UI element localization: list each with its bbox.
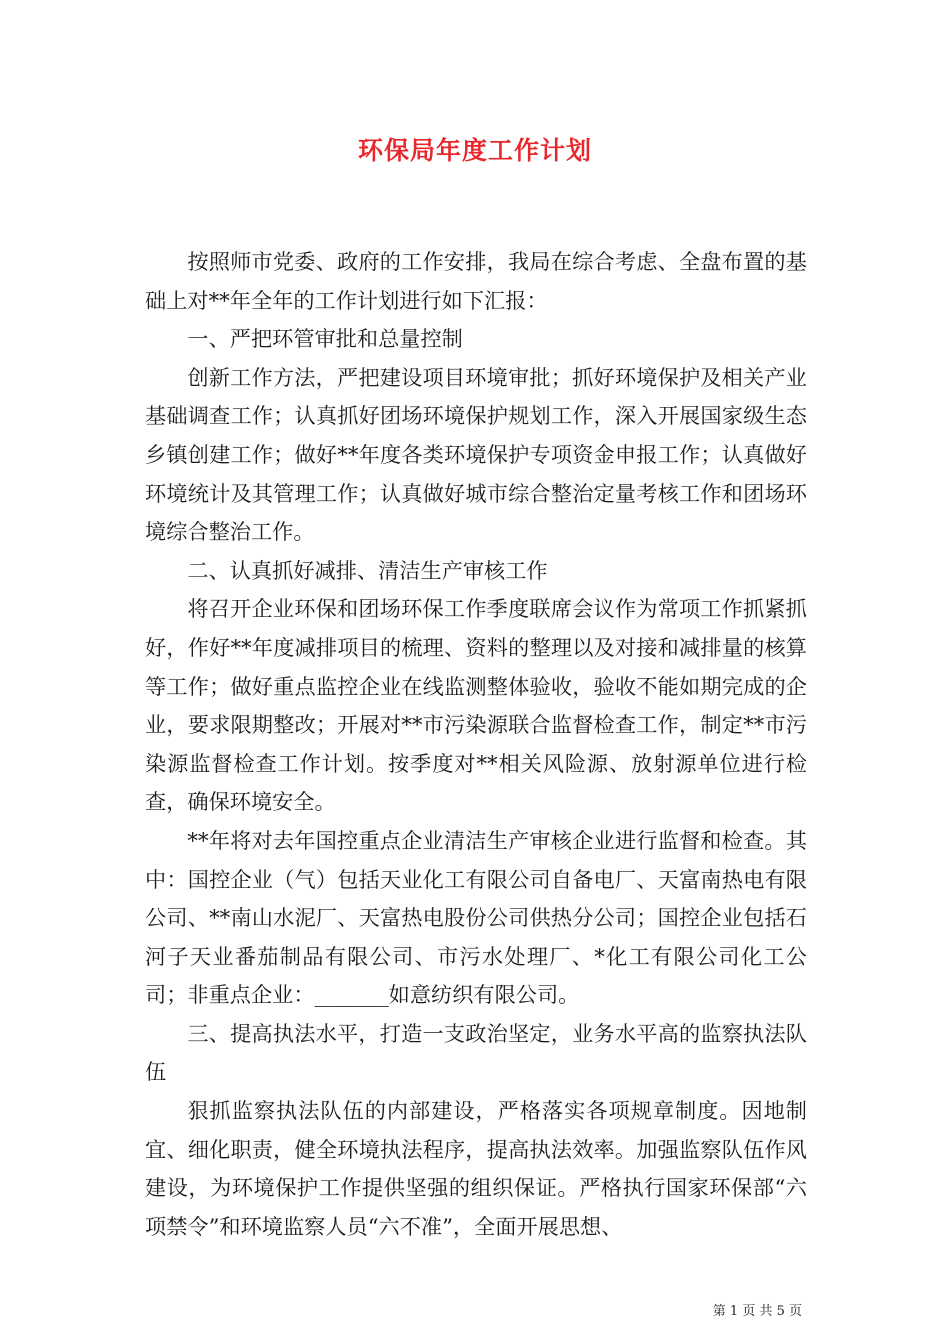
page-number-footer: 第 1 页 共 5 页 bbox=[712, 1304, 802, 1319]
section-heading-3: 三、提高执法水平，打造一支政治坚定，业务水平高的监察执法队伍 bbox=[145, 1020, 807, 1085]
section-heading-2: 二、认真抓好减排、清洁生产审核工作 bbox=[187, 557, 548, 583]
paragraph-section-3: 狠抓监察执法队伍的内部建设，严格落实各项规章制度。因地制宜、细化职责，健全环境执法程序，提高执法效率。加强监察队伍作风建设，为环境保护工作提供坚强的组织保证。严格执行国家环保部“六项禁令”和环境监察人员“六不准”，全面开展思想、 bbox=[145, 1098, 807, 1239]
paragraph-intro: 按照师市党委、政府的工作安排，我局在综合考虑、全盘布置的基础上对**年全年的工作计划进行如下汇报： bbox=[145, 249, 807, 313]
document-body bbox=[145, 243, 807, 1246]
paragraph-section-2-enterprises: **年将对去年国控重点企业清洁生产审核企业进行监督和检查。其中：国控企业（气）包括天业化工有限公司自备电厂、天富南热电有限公司、**南山水泥厂、天富热电股份公司供热分公司；国控企业包括石河子天业番茄制品有限公司、市污水处理厂、*化工有限公司化工公司；非重点企业：_______如意纺织有限公司。 bbox=[145, 827, 807, 1008]
section-heading-1: 一、严把环管审批和总量控制 bbox=[187, 326, 463, 352]
paragraph-section-2: 将召开企业环保和团场环保工作季度联席会议作为常项工作抓紧抓好，作好**年度减排项目的梳理、资料的整理以及对接和减排量的核算等工作；做好重点监控企业在线监测整体验收，验收不能如期完成的企业，要求限期整改；开展对**市污染源联合监督检查工作，制定**市污染源监督检查工作计划。按季度对**相关风险源、放射源单位进行检查，确保环境安全。 bbox=[145, 596, 807, 815]
paragraph-section-1: 创新工作方法，严把建设项目环境审批；抓好环境保护及相关产业基础调查工作；认真抓好团场环境保护规划工作，深入开展国家级生态乡镇创建工作；做好**年度各类环境保护专项资金申报工作；认真做好环境统计及其管理工作；认真做好城市综合整治定量考核工作和团场环境综合整治工作。 bbox=[145, 364, 807, 545]
document-title: 环保局年度工作计划 bbox=[357, 136, 592, 165]
